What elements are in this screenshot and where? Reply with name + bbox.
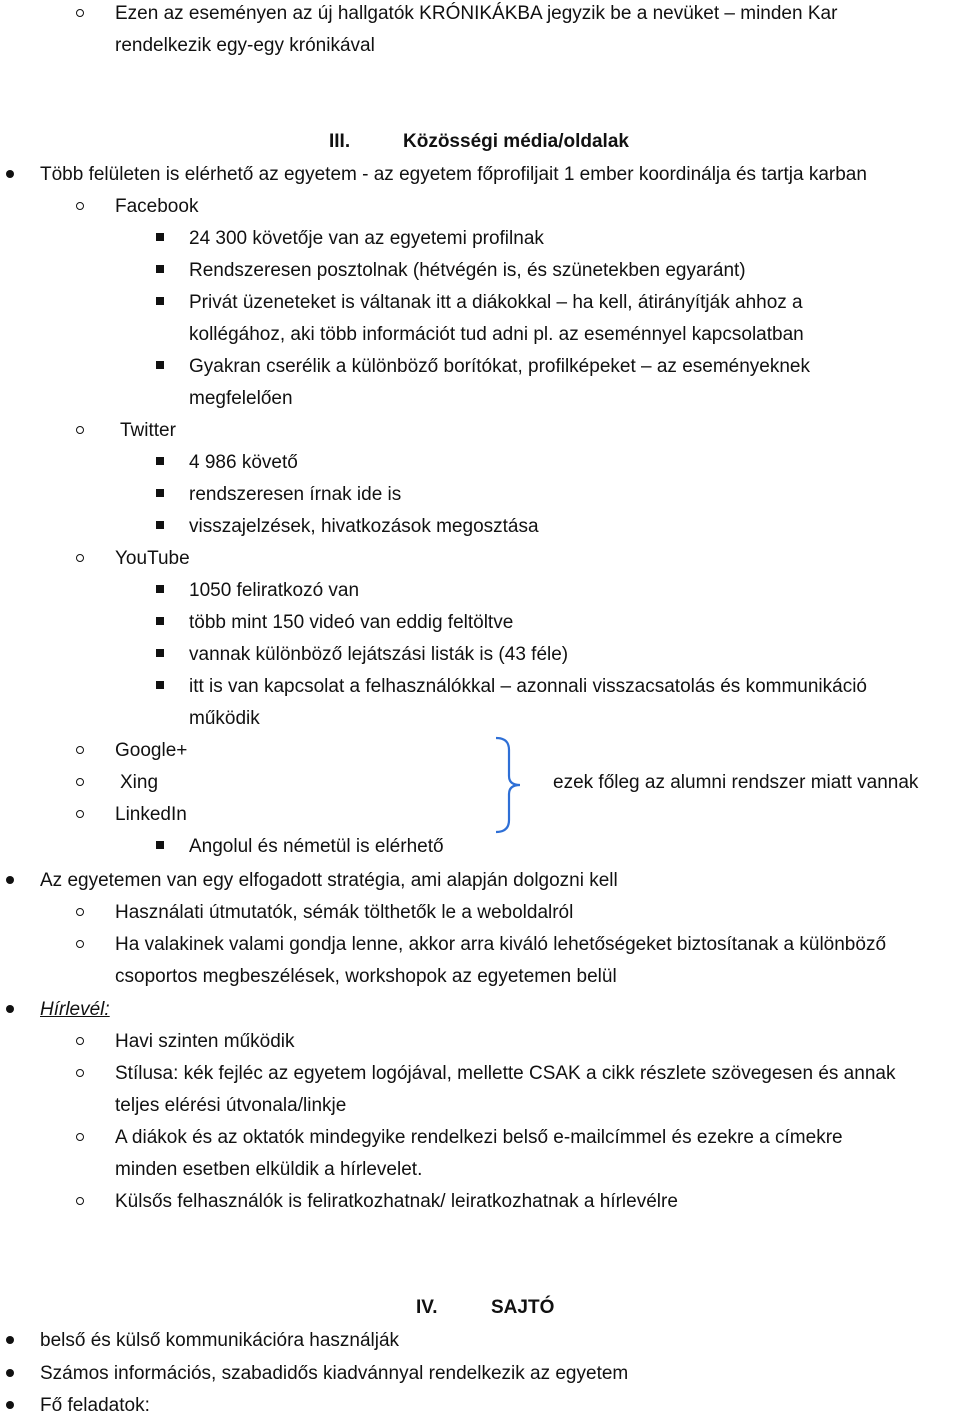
- youtube-point: működik: [189, 708, 260, 729]
- section-4-title: SAJTÓ: [491, 1297, 555, 1318]
- intro-line-2: rendelkezik egy-egy krónikával: [115, 35, 375, 56]
- intro-line-1: Ezen az eseményen az új hallgatók KRÓNIKÁKBA jegyzik be a nevüket – minden Kar: [115, 3, 838, 24]
- facebook-point: Rendszeresen posztolnak (hétvégén is, és szünetekben egyaránt): [189, 260, 746, 281]
- disc-bullet-icon: [0, 1327, 20, 1355]
- square-bullet-icon: [150, 577, 170, 605]
- strategy-point: Használati útmutatók, sémák tölthetők le a weboldalról: [115, 902, 574, 923]
- youtube-point: itt is van kapcsolat a felhasználókkal – azonnali visszacsatolás és kommunikáció: [189, 676, 867, 697]
- newsletter-point: Havi szinten működik: [115, 1031, 295, 1052]
- twitter-point: rendszeresen írnak ide is: [189, 484, 402, 505]
- square-bullet-icon: [150, 289, 170, 317]
- section-3-item-1: Több felületen is elérhető az egyetem - az egyetem főprofiljait 1 ember koordinálja és tartja karban: [40, 164, 867, 185]
- section-4-item: Számos információs, szabadidős kiadvánnyal rendelkezik az egyetem: [40, 1363, 629, 1384]
- square-bullet-icon: [150, 833, 170, 861]
- square-bullet-icon: [150, 673, 170, 701]
- square-bullet-icon: [150, 481, 170, 509]
- square-bullet-icon: [150, 449, 170, 477]
- disc-bullet-icon: [0, 161, 20, 189]
- section-3-number: III.: [329, 131, 351, 152]
- disc-bullet-icon: [0, 1392, 20, 1420]
- newsletter-point: Külsős felhasználók is feliratkozhatnak/ leiratkozhatnak a hírlevélre: [115, 1191, 678, 1212]
- square-bullet-icon: [150, 257, 170, 285]
- facebook-point: 24 300 követője van az egyetemi profilnak: [189, 228, 544, 249]
- circle-bullet-icon: [70, 899, 90, 927]
- square-bullet-icon: [150, 225, 170, 253]
- newsletter-point: minden esetben elküldik a hírlevelet.: [115, 1159, 423, 1180]
- newsletter-point: A diákok és az oktatók mindegyike rendelkezi belső e-mailcímmel és ezekre a címekre: [115, 1127, 843, 1148]
- facebook-point: Gyakran cserélik a különböző borítókat, profilképeket – az eseményeknek: [189, 356, 810, 377]
- alumni-note: ezek főleg az alumni rendszer miatt vannak: [553, 772, 919, 793]
- circle-bullet-icon: [70, 769, 90, 797]
- language-note: Angolul és németül is elérhető: [189, 836, 444, 857]
- section-4-number: IV.: [416, 1297, 438, 1318]
- facebook-point: megfelelően: [189, 388, 293, 409]
- strategy-point: csoportos megbeszélések, workshopok az egyetemen belül: [115, 966, 617, 987]
- circle-bullet-icon: [70, 801, 90, 829]
- circle-bullet-icon: [70, 737, 90, 765]
- disc-bullet-icon: [0, 996, 20, 1024]
- newsletter-point: teljes elérési útvonala/linkje: [115, 1095, 347, 1116]
- square-bullet-icon: [150, 353, 170, 381]
- circle-bullet-icon: [70, 417, 90, 445]
- facebook-point: Privát üzeneteket is váltanak itt a diákokkal – ha kell, átirányítják ahhoz a: [189, 292, 803, 313]
- twitter-label: Twitter: [120, 420, 176, 441]
- square-bullet-icon: [150, 609, 170, 637]
- youtube-point: több mint 150 videó van eddig feltöltve: [189, 612, 514, 633]
- square-bullet-icon: [150, 641, 170, 669]
- strategy-point: Ha valakinek valami gondja lenne, akkor arra kiváló lehetőségeket biztosítanak a különböző: [115, 934, 887, 955]
- linkedin-label: LinkedIn: [115, 804, 187, 825]
- facebook-point: kollégához, aki több információt tud adni pl. az eseménnyel kapcsolatban: [189, 324, 804, 345]
- right-brace-icon: [494, 736, 522, 834]
- square-bullet-icon: [150, 513, 170, 541]
- twitter-point: 4 986 követő: [189, 452, 298, 473]
- section-4-item: Fő feladatok:: [40, 1395, 150, 1416]
- circle-bullet-icon: [70, 1060, 90, 1088]
- disc-bullet-icon: [0, 867, 20, 895]
- circle-bullet-icon: [70, 545, 90, 573]
- circle-bullet-icon: [70, 193, 90, 221]
- section-3-title: Közösségi média/oldalak: [403, 131, 629, 152]
- youtube-point: vannak különböző lejátszási listák is (43 féle): [189, 644, 569, 665]
- newsletter-label: Hírlevél:: [40, 999, 110, 1020]
- disc-bullet-icon: [0, 1360, 20, 1388]
- circle-bullet-icon: [70, 1124, 90, 1152]
- youtube-label: YouTube: [115, 548, 190, 569]
- facebook-label: Facebook: [115, 196, 199, 217]
- strategy-text: Az egyetemen van egy elfogadott stratégia, ami alapján dolgozni kell: [40, 870, 618, 891]
- twitter-point: visszajelzések, hivatkozások megosztása: [189, 516, 539, 537]
- xing-label: Xing: [120, 772, 159, 793]
- circle-bullet-icon: [70, 1188, 90, 1216]
- circle-bullet-icon: [70, 1028, 90, 1056]
- circle-bullet-icon: [70, 931, 90, 959]
- section-4-item: belső és külső kommunikációra használják: [40, 1330, 400, 1351]
- youtube-point: 1050 feliratkozó van: [189, 580, 360, 601]
- google-label: Google+: [115, 740, 188, 761]
- circle-bullet-icon: [70, 0, 90, 28]
- newsletter-point: Stílusa: kék fejléc az egyetem logójával, mellette CSAK a cikk részlete szövegesen és annak: [115, 1063, 896, 1084]
